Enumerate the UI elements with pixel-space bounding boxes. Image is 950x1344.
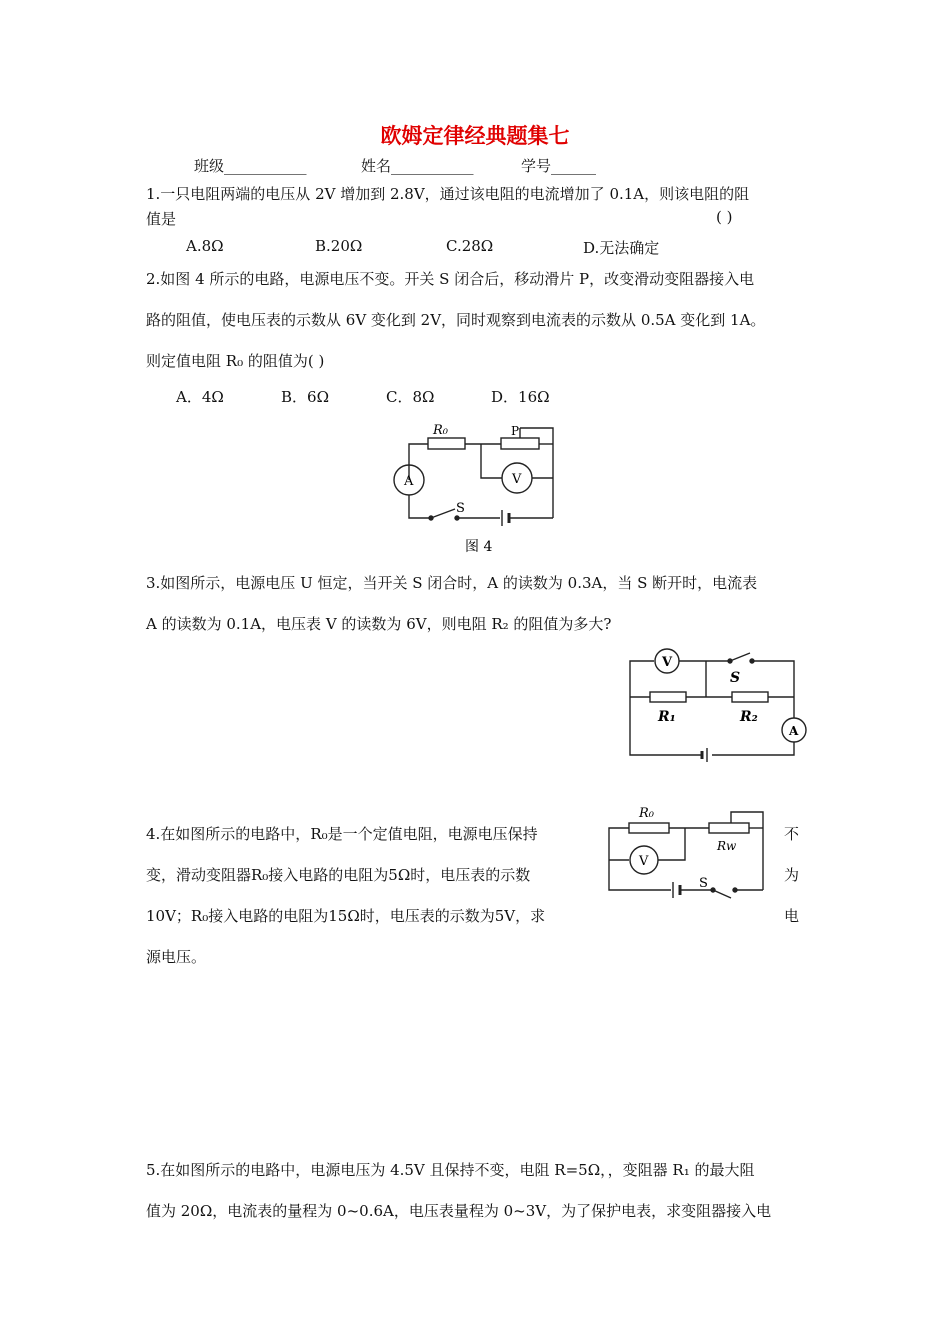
q3-circuit [622,645,808,763]
q2-option-c: C．8Ω [386,388,435,406]
name-field: 姓名___________ [361,157,474,175]
q3-r2 [732,692,768,702]
fig4-ammeter-label: A [404,474,414,489]
fig4-switch-label: S [456,501,465,516]
q3-r2-label: R₂ [740,709,758,725]
fig4-voltmeter-label: V [512,472,522,487]
q1-option-b: B.20Ω [315,237,363,255]
figure-4-circuit [385,418,565,560]
q1-option-a: A.8Ω [186,237,224,255]
q4-line3: 10V；R₀接入电路的电阻为15Ω时，电压表的示数为5V，求 [146,907,546,925]
q1-option-d: D.无法确定 [583,239,660,257]
q3-line1: 3.如图所示，电源电压 U 恒定，当开关 S 闭合时，A 的读数为 0.3A，当 S 断开时，电流表 [146,574,758,592]
q1-option-c: C.28Ω [446,237,494,255]
q2-option-b: B．6Ω [281,388,330,406]
r0-resistor [428,438,465,449]
fig4-p-label: P [511,424,520,438]
q4-line2: 变，滑动变阻器R₀接入电路的电阻为5Ω时，电压表的示数 [146,866,531,884]
q4-rw [709,823,749,833]
q5-line2: 值为 20Ω，电流表的量程为 0~0.6A，电压表量程为 0~3V，为了保护电表，求变阻器接入电 [146,1202,772,1220]
q3-r1-label: R₁ [658,709,676,725]
q2-line3: 则定值电阻 R₀ 的阻值为( ) [146,352,325,370]
q3-ammeter-label: A [789,724,799,738]
q4-switch-label: S [699,876,708,891]
fig4-caption: 图 4 [465,539,493,555]
q2-option-d: D．16Ω [491,388,550,406]
q4-voltmeter-label: V [639,854,649,869]
q1-line1: 1.一只电阻两端的电压从 2V 增加到 2.8V，通过该电阻的电流增加了 0.1A，则该电阻的阻 [146,185,750,203]
page-title: 欧姆定律经典题集七 [380,124,570,148]
q4-r0 [629,823,669,833]
q4-line1: 4.在如图所示的电路中，R₀是一个定值电阻，电源电压保持 [146,825,538,843]
rheostat [501,438,539,449]
q3-voltmeter-label: V [662,655,673,670]
fig4-r0-label: R₀ [433,423,448,438]
q4-r0-label: R₀ [639,806,654,821]
q2-option-a: A．4Ω [176,388,224,406]
q3-r1 [650,692,686,702]
q4-side-1: 不 [784,825,800,843]
q4-rw-label: Rw [717,839,737,853]
q4-line4: 源电压。 [146,948,207,966]
student-id-field: 学号______ [521,157,597,175]
q1-line2: 值是 [146,210,177,228]
q2-line2: 路的阻值，使电压表的示数从 6V 变化到 2V，同时观察到电流表的示数从 0.5A 变化到 1A。 [146,311,766,329]
class-field: 班级___________ [194,157,307,175]
q1-answer-paren: ( ) [716,208,733,226]
q3-line2: A 的读数为 0.1A，电压表 V 的读数为 6V，则电阻 R₂ 的阻值为多大? [146,615,612,633]
q2-line1: 2.如图 4 所示的电路，电源电压不变。开关 S 闭合后，移动滑片 P，改变滑动变阻器接入电 [146,270,755,288]
q3-switch-label: S [730,670,741,686]
q4-circuit [603,800,773,905]
q4-side-2: 为 [784,866,800,884]
q4-side-3: 电 [784,907,800,925]
q5-line1: 5.在如图所示的电路中，电源电压为 4.5V 且保持不变，电阻 R=5Ω，，变阻器 R₁ 的最大阻 [146,1161,755,1179]
